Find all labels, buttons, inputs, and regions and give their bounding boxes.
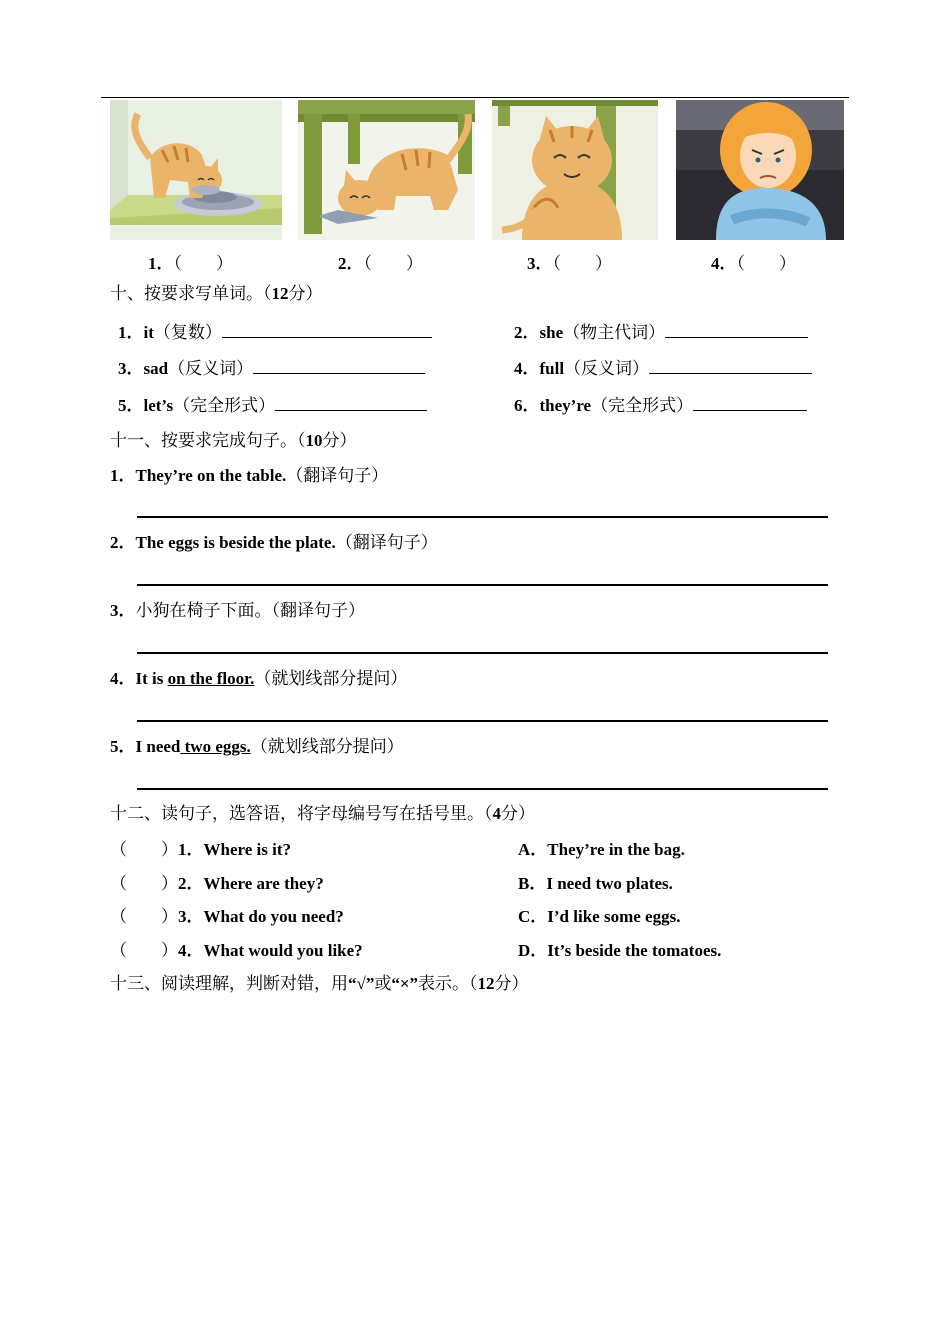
picture-2 xyxy=(298,100,475,240)
cat-eating-fish-icon xyxy=(110,100,282,240)
answer-paren[interactable]: （ ） xyxy=(552,254,612,273)
picture-number: 1． xyxy=(148,254,174,273)
answer-blank[interactable] xyxy=(222,321,432,338)
word-item-1: 1．it（复数） xyxy=(118,321,432,344)
section-12-title: 十二、读句子，选答语，将字母编号写在括号里。（4分） xyxy=(110,804,535,823)
answer-paren[interactable]: （ ） xyxy=(110,874,178,893)
answer-line-2[interactable] xyxy=(137,584,828,586)
match-answer-d: D．It’s beside the tomatoes. xyxy=(518,941,722,960)
happy-cat-icon xyxy=(492,100,658,240)
picture-3 xyxy=(492,100,658,240)
match-question-2: （ ）2．Where are they? xyxy=(110,874,324,893)
answer-paren[interactable]: （ ） xyxy=(110,907,178,926)
match-question-3: （ ）3．What do you need? xyxy=(110,907,344,926)
answer-blank[interactable] xyxy=(275,394,427,411)
answer-paren[interactable]: （ ） xyxy=(363,254,423,273)
picture-label-4 xyxy=(711,253,796,275)
word-item-4: 4．full（反义词） xyxy=(514,357,812,380)
word-item-6: 6．they’re（完全形式） xyxy=(514,394,807,417)
word-item-5: 5．let’s（完全形式） xyxy=(118,394,427,417)
section-13-title: 十三、阅读理解，判断对错，用“√”或“×”表示。（12分） xyxy=(110,974,529,993)
match-answer-b: B．I need two plates. xyxy=(518,874,673,893)
answer-line-5[interactable] xyxy=(137,788,828,790)
answer-blank[interactable] xyxy=(665,321,808,338)
sentence-item-1: 1．They’re on the table.（翻译句子） xyxy=(110,466,389,485)
picture-label-1 xyxy=(148,253,233,275)
picture-number: 4． xyxy=(711,254,737,273)
picture-number: 3． xyxy=(527,254,553,273)
word-item-3: 3．sad（反义词） xyxy=(118,357,425,380)
cat-under-table-icon xyxy=(298,100,475,240)
picture-label-2 xyxy=(338,253,423,275)
angry-girl-icon xyxy=(676,100,844,240)
match-answer-a: A．They’re in the bag. xyxy=(518,840,685,859)
sentence-item-2: 2．The eggs is beside the plate.（翻译句子） xyxy=(110,533,438,552)
answer-blank[interactable] xyxy=(253,357,425,374)
sentence-item-4: 4．It is on the floor.（就划线部分提问） xyxy=(110,669,408,688)
match-answer-c: C．I’d like some eggs. xyxy=(518,907,681,926)
picture-4 xyxy=(676,100,844,240)
top-rule xyxy=(101,97,849,98)
answer-blank[interactable] xyxy=(649,357,812,374)
answer-paren[interactable]: （ ） xyxy=(110,840,178,859)
word-item-2: 2．she（物主代词） xyxy=(514,321,808,344)
match-question-4: （ ）4．What would you like? xyxy=(110,941,363,960)
section-11-title: 十一、按要求完成句子。（10分） xyxy=(110,431,357,450)
picture-number: 2． xyxy=(338,254,364,273)
picture-1 xyxy=(110,100,282,240)
answer-paren[interactable]: （ ） xyxy=(173,254,233,273)
sentence-item-5: 5．I need two eggs.（就划线部分提问） xyxy=(110,737,404,756)
answer-line-4[interactable] xyxy=(137,720,828,722)
answer-paren[interactable]: （ ） xyxy=(736,254,796,273)
match-question-1: （ ）1．Where is it? xyxy=(110,840,292,859)
answer-line-1[interactable] xyxy=(137,516,828,518)
answer-line-3[interactable] xyxy=(137,652,828,654)
sentence-item-3: 3．小狗在椅子下面。（翻译句子） xyxy=(110,601,365,620)
answer-paren[interactable]: （ ） xyxy=(110,941,178,960)
answer-blank[interactable] xyxy=(693,394,807,411)
section-10-title: 十、按要求写单词。（12分） xyxy=(110,284,323,303)
picture-label-3 xyxy=(527,253,612,275)
